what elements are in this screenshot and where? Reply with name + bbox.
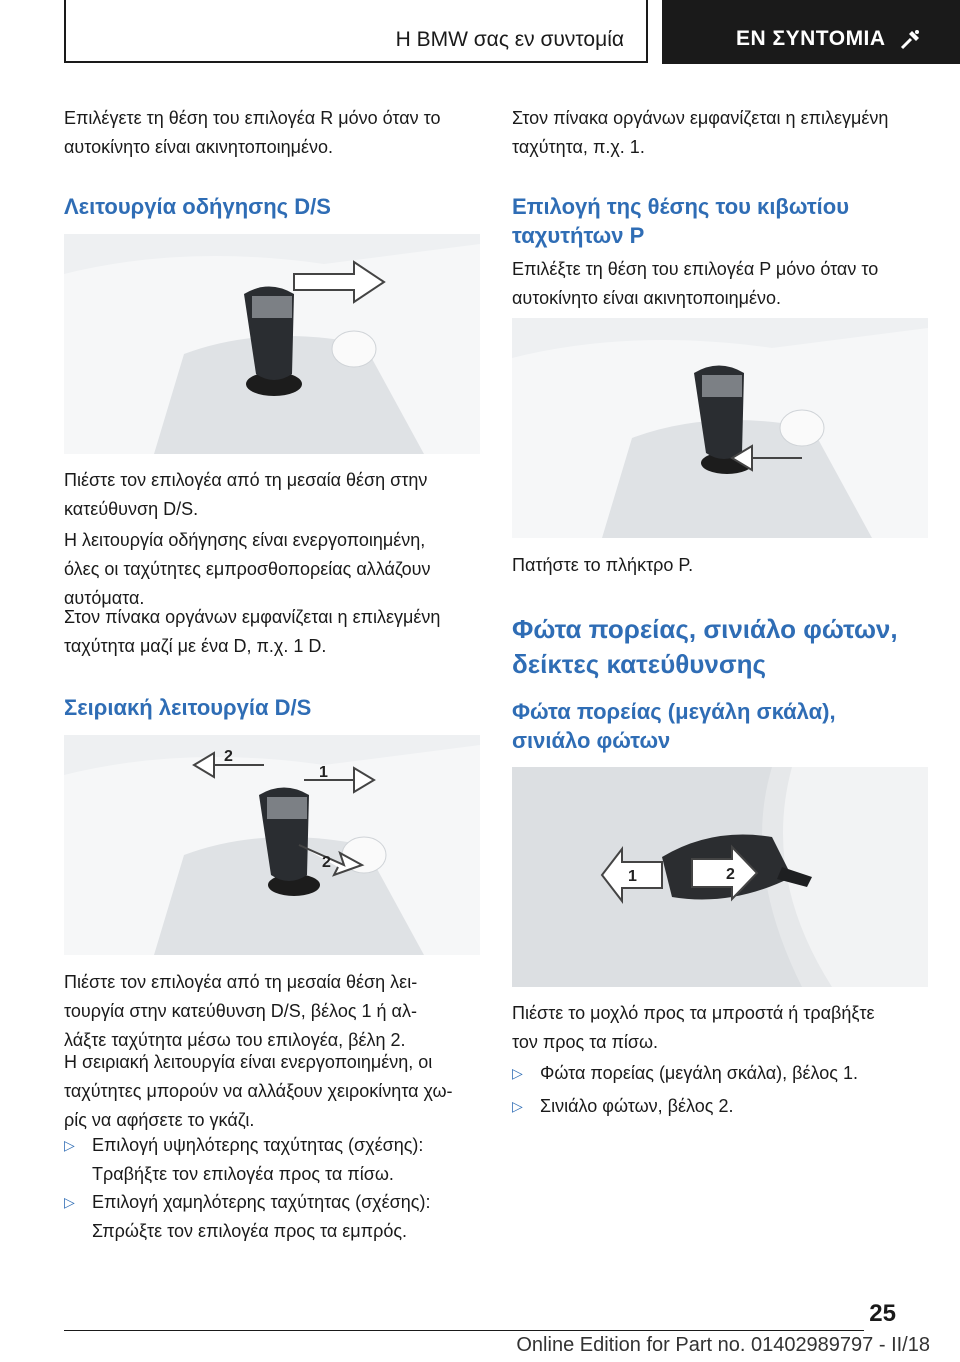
sequential-text-1: Πιέστε τον επιλογέα από τη μεσαία θέση λει- τουργία στην κατεύθυνση D/S, βέλος 1 ή αλ- λάξτε ταχύτητα μέσω του επιλογέα, βέλη 2. <box>64 972 418 1050</box>
list-item-high-beam: ▷ Φώτα πορείας (μεγάλη σκάλα), βέλος 1. <box>512 1059 932 1089</box>
drive-mode-text-2: Η λειτουργία οδήγησης είναι ενεργοποιημένη, όλες οι ταχύτητες εμπροσθοπορείας αλλάζουν αυτόματα. <box>64 530 431 608</box>
heading-sequential-mode: Σειριακή λειτουργία D/S <box>64 695 312 720</box>
section-title: Η BMW σας εν συντομία <box>395 28 624 51</box>
wrench-pin-icon <box>900 28 922 50</box>
bullet-triangle-icon: ▷ <box>64 1194 75 1210</box>
section-tab[interactable] <box>662 0 960 64</box>
list-item-downshift: ▷ Επιλογή χαμηλότερης ταχύτητας (σχέσης): Σπρώξτε τον επιλογέα προς τα εμπρός. <box>64 1188 484 1248</box>
heading-park-position: Επιλογή της θέσης του κιβωτίου ταχυτήτων P <box>512 194 850 248</box>
gear-selector-image-park <box>512 318 928 538</box>
section-title-box <box>64 0 648 63</box>
arrow-label-2a: 2 <box>224 748 233 765</box>
arrow-label-2: 2 <box>726 866 735 883</box>
heading-drive-mode: Λειτουργία οδήγησης D/S <box>64 194 331 219</box>
arrow-label-1: 1 <box>628 868 637 885</box>
park-text-2: Πατήστε το πλήκτρο P. <box>512 555 694 575</box>
drive-mode-text-1: Πιέστε τον επιλογέα από τη μεσαία θέση στην κατεύθυνση D/S. <box>64 470 428 519</box>
light-lever-image <box>512 767 928 987</box>
park-text-1: Επιλέξτε τη θέση του επιλογέα P μόνο όταν το αυτοκίνητο είναι ακινητοποιημένο. <box>512 259 879 308</box>
bullet-triangle-icon: ▷ <box>64 1137 75 1153</box>
high-beam-text: Πιέστε το μοχλό προς τα μπροστά ή τραβήξτε τον προς τα πίσω. <box>512 1003 875 1052</box>
bullet-triangle-icon: ▷ <box>512 1098 523 1114</box>
gear-selector-image-ds <box>64 234 480 454</box>
gear-selector-image-sequential <box>64 735 480 955</box>
right-intro: Στον πίνακα οργάνων εμφανίζεται η επιλεγμένη ταχύτητα, π.χ. 1. <box>512 108 889 157</box>
page-number: 25 <box>869 1300 896 1327</box>
section-tab-label: ΕΝ ΣΥΝΤΟΜΙΑ <box>736 27 886 50</box>
arrow-label-1: 1 <box>319 764 328 781</box>
page-header <box>0 0 960 66</box>
heading-lights: Φώτα πορείας, σινιάλο φώτων, δείκτες κατεύθυνσης <box>512 614 898 679</box>
left-intro: Επιλέγετε τη θέση του επιλογέα R μόνο όταν το αυτοκίνητο είναι ακινητοποιημένο. <box>64 108 441 157</box>
edition-footer: Online Edition for Part no. 01402989797 - II/18 <box>516 1334 930 1356</box>
footer-divider <box>64 1330 864 1331</box>
drive-mode-text-3: Στον πίνακα οργάνων εμφανίζεται η επιλεγμένη ταχύτητα μαζί με ένα D, π.χ. 1 D. <box>64 607 441 656</box>
arrow-label-2b: 2 <box>322 854 331 871</box>
heading-high-beam: Φώτα πορείας (μεγάλη σκάλα), σινιάλο φώτων <box>512 699 836 753</box>
list-item-flash: ▷ Σινιάλο φώτων, βέλος 2. <box>512 1092 932 1122</box>
list-item-upshift: ▷ Επιλογή υψηλότερης ταχύτητας (σχέσης): Τραβήξτε τον επιλογέα προς τα πίσω. <box>64 1131 484 1191</box>
bullet-triangle-icon: ▷ <box>512 1065 523 1081</box>
sequential-text-2: Η σειριακή λειτουργία είναι ενεργοποιημένη, οι ταχύτητες μπορούν να αλλάξουν χειροκίνητα χω- ρίς να αφήσετε το γκάζι. <box>64 1052 453 1130</box>
